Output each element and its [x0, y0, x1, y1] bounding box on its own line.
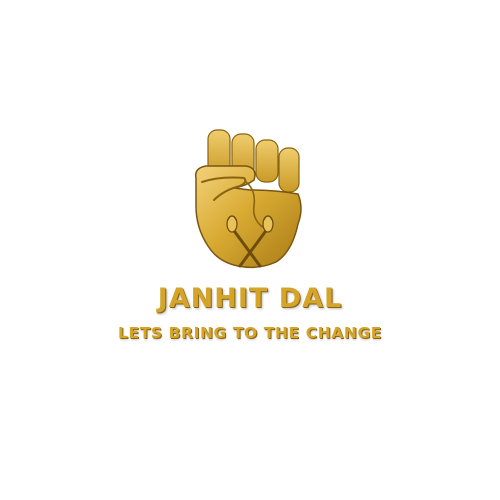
brand-name: JANHIT DAL	[157, 283, 343, 314]
raised-fist-icon	[180, 120, 320, 270]
brand-tagline: LETS BRING TO THE CHANGE	[118, 324, 382, 342]
